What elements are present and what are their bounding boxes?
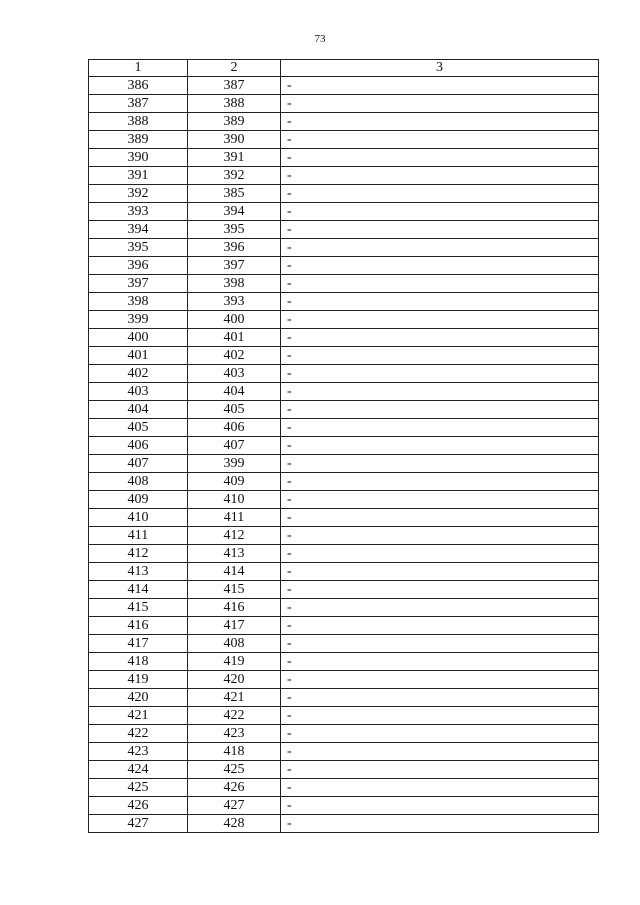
table-cell-col1: 392 <box>89 185 188 203</box>
table-row <box>89 221 599 239</box>
table-row <box>89 95 599 113</box>
table-cell-col2: 397 <box>188 257 281 275</box>
table-cell-col2: 415 <box>188 581 281 599</box>
table-cell-col1: 402 <box>89 365 188 383</box>
table-cell-col3: - <box>281 473 599 491</box>
table-cell-col2: 409 <box>188 473 281 491</box>
column-header-1: 1 <box>89 60 188 77</box>
table-row <box>89 563 599 581</box>
table-cell-col2: 391 <box>188 149 281 167</box>
table-cell-col3: - <box>281 779 599 797</box>
table-row <box>89 671 599 689</box>
table-cell-col3: - <box>281 221 599 239</box>
table-row <box>89 401 599 419</box>
table-cell-col2: 387 <box>188 77 281 95</box>
table-cell-col3: - <box>281 239 599 257</box>
table-cell-col1: 404 <box>89 401 188 419</box>
table-cell-col2: 410 <box>188 491 281 509</box>
table-cell-col1: 424 <box>89 761 188 779</box>
table-cell-col3: - <box>281 113 599 131</box>
table-cell-col2: 401 <box>188 329 281 347</box>
table-cell-col1: 391 <box>89 167 188 185</box>
table-cell-col2: 420 <box>188 671 281 689</box>
table-row <box>89 293 599 311</box>
table-cell-col3: - <box>281 365 599 383</box>
table-cell-col3: - <box>281 671 599 689</box>
table-cell-col3: - <box>281 149 599 167</box>
table-cell-col1: 390 <box>89 149 188 167</box>
table-cell-col3: - <box>281 527 599 545</box>
table-row <box>89 509 599 527</box>
table-cell-col1: 386 <box>89 77 188 95</box>
data-table <box>88 59 599 833</box>
table-cell-col2: 412 <box>188 527 281 545</box>
page-number: 73 <box>314 33 326 45</box>
header-row <box>89 60 599 77</box>
table-cell-col1: 407 <box>89 455 188 473</box>
table-cell-col3: - <box>281 95 599 113</box>
table-cell-col2: 427 <box>188 797 281 815</box>
table-cell-col2: 423 <box>188 725 281 743</box>
table-cell-col3: - <box>281 131 599 149</box>
table-cell-col1: 408 <box>89 473 188 491</box>
table-row <box>89 167 599 185</box>
table-row <box>89 347 599 365</box>
table-body <box>89 77 599 833</box>
table-row <box>89 239 599 257</box>
table-row <box>89 761 599 779</box>
table-cell-col1: 423 <box>89 743 188 761</box>
table-cell-col1: 398 <box>89 293 188 311</box>
table-cell-col3: - <box>281 545 599 563</box>
table-cell-col1: 395 <box>89 239 188 257</box>
table-cell-col2: 422 <box>188 707 281 725</box>
table-cell-col3: - <box>281 743 599 761</box>
table-cell-col1: 405 <box>89 419 188 437</box>
table-cell-col1: 406 <box>89 437 188 455</box>
table-cell-col3: - <box>281 617 599 635</box>
table-cell-col3: - <box>281 761 599 779</box>
table-cell-col2: 425 <box>188 761 281 779</box>
table-row <box>89 275 599 293</box>
table-cell-col3: - <box>281 293 599 311</box>
table-cell-col3: - <box>281 725 599 743</box>
table-row <box>89 797 599 815</box>
table-cell-col2: 393 <box>188 293 281 311</box>
table-cell-col1: 387 <box>89 95 188 113</box>
table-row <box>89 689 599 707</box>
table-cell-col2: 396 <box>188 239 281 257</box>
table-row <box>89 473 599 491</box>
table-row <box>89 635 599 653</box>
table-row <box>89 707 599 725</box>
table-cell-col3: - <box>281 491 599 509</box>
table-cell-col3: - <box>281 455 599 473</box>
table-cell-col3: - <box>281 599 599 617</box>
table-cell-col3: - <box>281 383 599 401</box>
table-row <box>89 725 599 743</box>
table-cell-col2: 398 <box>188 275 281 293</box>
table-cell-col1: 400 <box>89 329 188 347</box>
table-row <box>89 599 599 617</box>
table-row <box>89 185 599 203</box>
table-cell-col1: 401 <box>89 347 188 365</box>
table-cell-col1: 403 <box>89 383 188 401</box>
table-cell-col1: 418 <box>89 653 188 671</box>
table-cell-col3: - <box>281 509 599 527</box>
table-cell-col2: 403 <box>188 365 281 383</box>
table-cell-col1: 396 <box>89 257 188 275</box>
table-cell-col3: - <box>281 77 599 95</box>
table-cell-col2: 404 <box>188 383 281 401</box>
table-row <box>89 383 599 401</box>
table-cell-col3: - <box>281 329 599 347</box>
table-row <box>89 491 599 509</box>
table-cell-col3: - <box>281 275 599 293</box>
table-cell-col2: 418 <box>188 743 281 761</box>
table-row <box>89 77 599 95</box>
table-cell-col3: - <box>281 347 599 365</box>
table-cell-col2: 407 <box>188 437 281 455</box>
table-row <box>89 149 599 167</box>
table-row <box>89 653 599 671</box>
table-cell-col1: 409 <box>89 491 188 509</box>
table-cell-col1: 417 <box>89 635 188 653</box>
table-cell-col1: 397 <box>89 275 188 293</box>
table-cell-col2: 392 <box>188 167 281 185</box>
table-cell-col1: 393 <box>89 203 188 221</box>
table-cell-col1: 421 <box>89 707 188 725</box>
table-cell-col3: - <box>281 185 599 203</box>
table-cell-col2: 394 <box>188 203 281 221</box>
column-header-2: 2 <box>188 60 281 77</box>
table-cell-col2: 408 <box>188 635 281 653</box>
table-cell-col1: 422 <box>89 725 188 743</box>
table-cell-col3: - <box>281 203 599 221</box>
table-cell-col2: 399 <box>188 455 281 473</box>
table-row <box>89 329 599 347</box>
table-cell-col3: - <box>281 311 599 329</box>
table-cell-col2: 411 <box>188 509 281 527</box>
table-cell-col3: - <box>281 815 599 833</box>
table-cell-col1: 420 <box>89 689 188 707</box>
table-cell-col3: - <box>281 401 599 419</box>
table-cell-col1: 413 <box>89 563 188 581</box>
table-cell-col1: 416 <box>89 617 188 635</box>
table-cell-col2: 419 <box>188 653 281 671</box>
table-row <box>89 203 599 221</box>
table-row <box>89 545 599 563</box>
table-cell-col2: 400 <box>188 311 281 329</box>
table-row <box>89 113 599 131</box>
table-row <box>89 419 599 437</box>
table-cell-col1: 410 <box>89 509 188 527</box>
table-row <box>89 527 599 545</box>
table-cell-col2: 385 <box>188 185 281 203</box>
table-cell-col1: 426 <box>89 797 188 815</box>
table-cell-col2: 390 <box>188 131 281 149</box>
table-cell-col3: - <box>281 563 599 581</box>
table-cell-col3: - <box>281 689 599 707</box>
table-cell-col2: 426 <box>188 779 281 797</box>
table-cell-col2: 416 <box>188 599 281 617</box>
table-cell-col2: 414 <box>188 563 281 581</box>
table-row <box>89 815 599 833</box>
table-cell-col1: 399 <box>89 311 188 329</box>
table-cell-col2: 413 <box>188 545 281 563</box>
table-row <box>89 743 599 761</box>
table-row <box>89 311 599 329</box>
table-cell-col3: - <box>281 653 599 671</box>
table-cell-col3: - <box>281 797 599 815</box>
table-row <box>89 455 599 473</box>
table-row <box>89 257 599 275</box>
table-cell-col1: 427 <box>89 815 188 833</box>
table-row <box>89 581 599 599</box>
table-cell-col1: 412 <box>89 545 188 563</box>
table-cell-col3: - <box>281 635 599 653</box>
table-cell-col2: 406 <box>188 419 281 437</box>
table-cell-col1: 411 <box>89 527 188 545</box>
table-cell-col2: 421 <box>188 689 281 707</box>
table-cell-col1: 425 <box>89 779 188 797</box>
table-cell-col2: 389 <box>188 113 281 131</box>
table-cell-col1: 414 <box>89 581 188 599</box>
table-row <box>89 779 599 797</box>
table-cell-col2: 428 <box>188 815 281 833</box>
table-row <box>89 437 599 455</box>
table-cell-col3: - <box>281 581 599 599</box>
table-cell-col2: 417 <box>188 617 281 635</box>
table-cell-col1: 388 <box>89 113 188 131</box>
table-cell-col3: - <box>281 437 599 455</box>
table-cell-col2: 402 <box>188 347 281 365</box>
table-cell-col3: - <box>281 419 599 437</box>
table-row <box>89 131 599 149</box>
table-cell-col3: - <box>281 707 599 725</box>
table-cell-col1: 394 <box>89 221 188 239</box>
table-row <box>89 365 599 383</box>
table-cell-col2: 405 <box>188 401 281 419</box>
table-cell-col1: 415 <box>89 599 188 617</box>
table-row <box>89 617 599 635</box>
table-cell-col2: 388 <box>188 95 281 113</box>
table-cell-col3: - <box>281 167 599 185</box>
table-cell-col3: - <box>281 257 599 275</box>
table-cell-col1: 419 <box>89 671 188 689</box>
table-cell-col2: 395 <box>188 221 281 239</box>
table-cell-col1: 389 <box>89 131 188 149</box>
column-header-3: 3 <box>281 60 599 77</box>
